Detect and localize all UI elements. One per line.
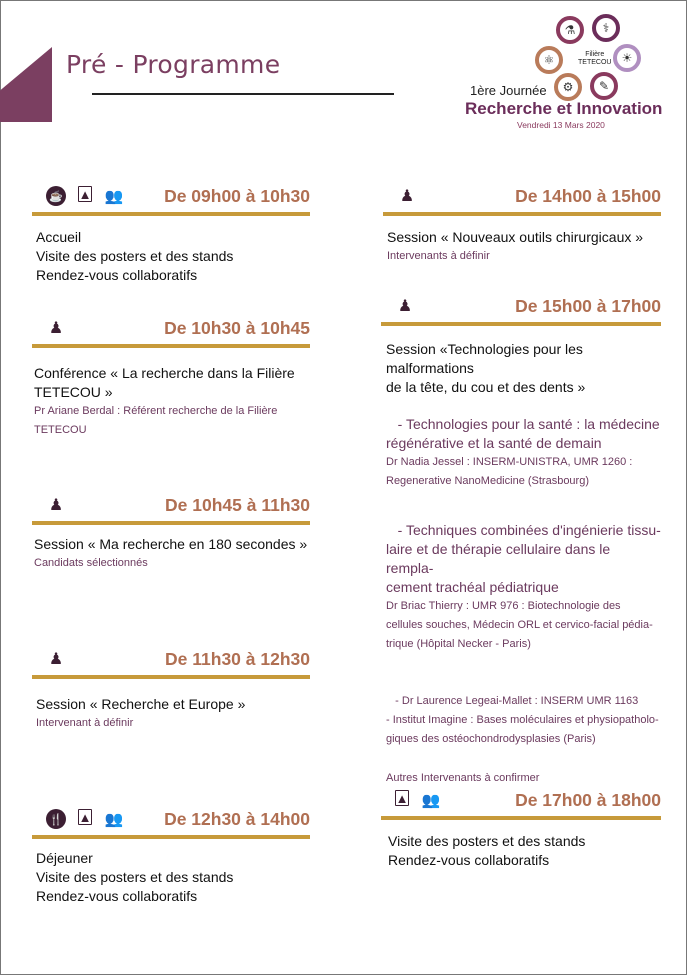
talk-speaker: - Institut Imagine : Bases moléculaires et physiopatholo- xyxy=(386,714,659,726)
bulb-icon: ☀ xyxy=(613,44,641,72)
slot-line: Rendez-vous collaboratifs xyxy=(36,888,198,904)
event-logo xyxy=(460,10,682,135)
slot-rule xyxy=(32,675,310,679)
slot-1230 xyxy=(32,809,310,906)
slot-line: Conférence « La recherche dans la Filière xyxy=(34,365,295,381)
poster-icon: ▲ xyxy=(78,186,92,202)
microscope-icon: ⚗ xyxy=(556,16,584,44)
talk-speaker: Dr Briac Thierry : UMR 976 : Biotechnologie des xyxy=(386,600,621,612)
slot-line: de la tête, du cou et des dents » xyxy=(386,379,586,395)
slot-rule xyxy=(32,521,310,525)
talk-title: laire et de thérapie cellulaire dans le rempla- xyxy=(386,541,611,576)
dna-icon: ⚕ xyxy=(592,14,620,42)
talk-speaker: cellules souches, Médecin ORL et cervico-facial pédia- xyxy=(386,619,653,631)
meeting-icon: 👥 xyxy=(421,792,441,809)
logo-filiere xyxy=(578,51,611,67)
slot-speaker: Candidats sélectionnés xyxy=(34,557,148,569)
talk-speaker: giques des ostéochondrodysplasies (Paris) xyxy=(386,733,596,745)
slot-line: Visite des posters et des stands xyxy=(36,248,234,264)
slot-0900 xyxy=(32,186,310,285)
talk-speaker: Regenerative NanoMedicine (Strasbourg) xyxy=(386,475,589,487)
talk-title: régénérative et la santé de demain xyxy=(386,435,602,451)
slot-time: De 17h00 à 18h00 xyxy=(515,790,661,810)
audience-icon: ♟ xyxy=(48,320,64,337)
slot-line: Session « Recherche et Europe » xyxy=(36,696,246,712)
slot-1045 xyxy=(32,495,310,573)
slot-speaker: Pr Ariane Berdal : Référent recherche de la Filière xyxy=(34,405,278,417)
slot-line: Session « Ma recherche en 180 secondes » xyxy=(34,536,308,552)
robot-icon: ⚙ xyxy=(554,73,582,101)
slot-line: Rendez-vous collaboratifs xyxy=(36,267,198,283)
audience-icon: ♟ xyxy=(399,188,415,205)
slot-time: De 09h00 à 10h30 xyxy=(164,186,310,206)
slot-speaker: Intervenant à définir xyxy=(36,717,134,729)
slot-time: De 15h00 à 17h00 xyxy=(515,296,661,316)
slot-1400 xyxy=(383,186,661,266)
audience-icon: ♟ xyxy=(48,651,64,668)
slot-time: De 14h00 à 15h00 xyxy=(515,186,661,206)
slot-line: Rendez-vous collaboratifs xyxy=(388,852,550,868)
other-speakers: Autres Intervenants à confirmer xyxy=(386,772,540,784)
talk-speaker: trique (Hôpital Necker - Paris) xyxy=(386,638,531,650)
slot-rule xyxy=(381,816,661,820)
lab-icon: ⚛ xyxy=(535,46,563,74)
meeting-icon: 👥 xyxy=(104,811,124,828)
talk-speaker: - Dr Laurence Legeai-Mallet : INSERM UMR 1163 xyxy=(386,695,639,707)
logo-line3: Vendredi 13 Mars 2020 xyxy=(517,120,605,130)
slot-time: De 10h30 à 10h45 xyxy=(164,318,310,338)
logo-tetecou-text: TETECOU xyxy=(578,59,612,66)
meeting-icon: 👥 xyxy=(104,188,124,205)
poster-icon: ▲ xyxy=(78,809,92,825)
talk-title: cement trachéal pédiatrique xyxy=(386,579,559,595)
page-title: Pré - Programme xyxy=(66,50,281,79)
slot-line: Session «Technologies pour les malformations xyxy=(386,341,583,376)
slot-speaker: TETECOU xyxy=(34,424,87,436)
poster-icon: ▲ xyxy=(395,790,409,806)
logo-line1: 1ère Journée xyxy=(470,83,547,98)
paper-icon: ✎ xyxy=(590,72,618,100)
slot-line: TETECOU » xyxy=(34,384,113,400)
slot-speaker: Intervenants à définir xyxy=(387,250,490,262)
slot-rule xyxy=(381,322,661,326)
slot-time: De 12h30 à 14h00 xyxy=(164,809,310,829)
slot-line: Session « Nouveaux outils chirurgicaux » xyxy=(387,229,644,245)
meal-icon: 🍴 xyxy=(46,809,66,829)
slot-line: Accueil xyxy=(36,229,82,245)
slot-rule xyxy=(32,835,310,839)
talk-title: - Technologies pour la santé : la médecine xyxy=(386,416,660,432)
logo-line2: Recherche et Innovation xyxy=(465,99,663,118)
talk-speaker: Dr Nadia Jessel : INSERM-UNISTRA, UMR 1260 : xyxy=(386,456,633,468)
logo-filiere-text: Filière xyxy=(585,51,605,58)
slot-1030 xyxy=(32,318,310,440)
slot-time: De 10h45 à 11h30 xyxy=(165,495,310,515)
title-underline xyxy=(92,93,394,95)
slot-line: Déjeuner xyxy=(36,850,93,866)
audience-icon: ♟ xyxy=(397,298,413,315)
slot-1700 xyxy=(381,790,661,870)
slot-rule xyxy=(32,344,310,348)
slot-1500 xyxy=(381,296,661,788)
coffee-icon: ☕ xyxy=(46,186,66,206)
slot-rule xyxy=(32,212,310,216)
slot-line: Visite des posters et des stands xyxy=(388,833,586,849)
audience-icon: ♟ xyxy=(48,497,64,514)
slot-line: Visite des posters et des stands xyxy=(36,869,234,885)
slot-1130 xyxy=(32,649,310,733)
slot-time: De 11h30 à 12h30 xyxy=(165,649,310,669)
talk-title: - Techniques combinées d'ingénierie tissu- xyxy=(386,522,661,538)
slot-rule xyxy=(383,212,661,216)
